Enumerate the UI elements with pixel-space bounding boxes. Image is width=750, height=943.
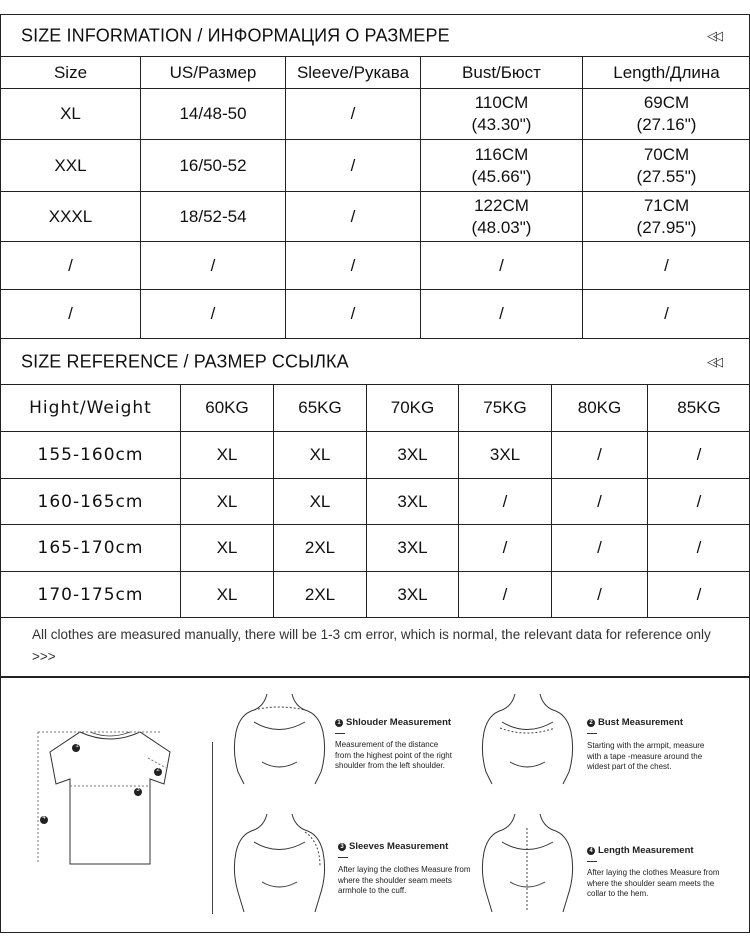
ref-cell: XL xyxy=(274,432,367,479)
length-cm: 71CM xyxy=(643,195,690,215)
tshirt-mark-4: 4 xyxy=(42,815,46,821)
tshirt-mark-1: 1 xyxy=(75,743,79,749)
ref-cell: 3XL xyxy=(367,479,459,525)
bust-measurement-desc: Starting with the armpit, measure with a tape -measure around the widest part of the chest. xyxy=(587,741,705,771)
ref-cell: / xyxy=(552,572,648,618)
header-bust: Bust/Бюст xyxy=(421,57,583,89)
height-label: 155-160cm xyxy=(1,432,181,479)
cell-bust: / xyxy=(421,290,583,339)
cell-length: / xyxy=(583,242,750,290)
dash xyxy=(335,733,345,734)
sleeves-figure xyxy=(232,812,327,917)
number-3-icon: 3 xyxy=(338,843,346,851)
tshirt-diagram xyxy=(30,724,190,874)
cell-us: 18/52-54 xyxy=(141,192,286,242)
table-row xyxy=(1,242,750,290)
dash xyxy=(587,861,597,862)
header-weight: 80KG xyxy=(552,385,648,432)
ref-cell: XL xyxy=(274,479,367,525)
ref-cell: / xyxy=(552,525,648,572)
size-information-header xyxy=(1,15,749,57)
length-cm: 69CM xyxy=(643,93,690,112)
number-4-icon: 4 xyxy=(587,847,595,855)
size-reference-table xyxy=(0,384,750,618)
length-figure xyxy=(480,812,575,917)
cell-length: / xyxy=(583,290,750,339)
length-measurement-title: 4 Length Measurement xyxy=(587,845,694,856)
ref-cell: / xyxy=(648,572,750,618)
cell-us: / xyxy=(141,242,286,290)
cell-size: XL xyxy=(1,89,141,140)
length-inch: (27.55") xyxy=(636,166,697,186)
bust-cm: 122CM xyxy=(474,195,529,215)
bust-inch: (43.30") xyxy=(471,115,532,134)
cell-sleeve: / xyxy=(286,140,421,192)
cell-size: XXXL xyxy=(1,192,141,242)
size-reference-title: SIZE REFERENCE / РАЗМЕР ССЫЛКА xyxy=(21,351,349,372)
size-information-table xyxy=(0,56,750,339)
ref-cell: 2XL xyxy=(274,525,367,572)
header-weight: 70KG xyxy=(367,385,459,432)
cell-us: / xyxy=(141,290,286,339)
header-weight: 65KG xyxy=(274,385,367,432)
cell-size: / xyxy=(1,242,141,290)
sleeves-measurement-desc: After laying the clothes Measure from where the shoulder seam meets armhole to the cuff. xyxy=(338,865,471,895)
header-length: Length/Длина xyxy=(583,57,750,89)
table-row xyxy=(1,89,750,140)
ref-cell: / xyxy=(459,479,552,525)
length-inch: (27.95") xyxy=(636,217,697,237)
cell-bust xyxy=(421,89,583,140)
ref-cell: 3XL xyxy=(367,572,459,618)
ref-cell: XL xyxy=(181,432,274,479)
cell-bust xyxy=(421,140,583,192)
table-row xyxy=(1,192,750,242)
header-weight: 85KG xyxy=(648,385,750,432)
header-weight: 75KG xyxy=(459,385,552,432)
table-row xyxy=(1,479,750,525)
number-1-icon: 1 xyxy=(335,719,343,727)
bust-cm: 110CM xyxy=(474,93,529,112)
table-row xyxy=(1,525,750,572)
cell-length xyxy=(583,89,750,140)
cell-us: 14/48-50 xyxy=(141,89,286,140)
divider xyxy=(212,742,213,914)
cell-bust: / xyxy=(421,242,583,290)
ref-cell: 3XL xyxy=(367,525,459,572)
table-row xyxy=(1,432,750,479)
length-inch: (27.16") xyxy=(636,115,697,134)
bust-cm: 116CM xyxy=(474,144,529,164)
dash xyxy=(587,733,597,734)
length-measurement-desc: After laying the clothes Measure from where the shoulder seam meets the collar to the hem. xyxy=(587,868,720,898)
cell-sleeve: / xyxy=(286,290,421,339)
sleeves-measurement-title: 3 Sleeves Measurement xyxy=(338,841,448,852)
height-label: 160-165cm xyxy=(1,479,181,525)
ref-cell: / xyxy=(552,432,648,479)
shoulder-measurement-desc: Measurement of the distance from the highest point of the right shoulder from the left shoulder. xyxy=(335,740,452,770)
cell-bust xyxy=(421,192,583,242)
cell-sleeve: / xyxy=(286,192,421,242)
bust-inch: (48.03") xyxy=(471,217,532,237)
cell-sleeve: / xyxy=(286,242,421,290)
measurement-note: All clothes are measured manually, there will be 1-3 cm error, which is normal, the relevant data for reference only >>> xyxy=(32,627,711,664)
number-2-icon: 2 xyxy=(587,719,595,727)
cell-us: 16/50-52 xyxy=(141,140,286,192)
bust-figure xyxy=(480,692,575,787)
table-row xyxy=(1,572,750,618)
ref-cell: 3XL xyxy=(459,432,552,479)
tshirt-mark-2: 2 xyxy=(156,767,160,773)
size-information-title: SIZE INFORMATION / ИНФОРМАЦИЯ О РАЗМЕРЕ xyxy=(21,25,450,46)
shoulder-measurement-title: 1 Shlouder Measurement xyxy=(335,717,451,728)
ref-cell: / xyxy=(648,432,750,479)
rewind-icon: ◁◁ xyxy=(707,28,719,43)
ref-cell: / xyxy=(459,525,552,572)
ref-cell: 2XL xyxy=(274,572,367,618)
cell-length xyxy=(583,140,750,192)
ref-cell: XL xyxy=(181,572,274,618)
ref-cell: 3XL xyxy=(367,432,459,479)
header-height-weight: Hight/Weight xyxy=(1,385,181,432)
table-row xyxy=(1,140,750,192)
cell-sleeve: / xyxy=(286,89,421,140)
header-weight: 60KG xyxy=(181,385,274,432)
dash xyxy=(338,857,348,858)
ref-cell: / xyxy=(552,479,648,525)
bust-measurement-title: 2 Bust Measurement xyxy=(587,717,683,728)
ref-cell: / xyxy=(459,572,552,618)
ref-cell: XL xyxy=(181,479,274,525)
rewind-icon: ◁◁ xyxy=(707,354,719,369)
cell-length xyxy=(583,192,750,242)
height-label: 170-175cm xyxy=(1,572,181,618)
length-cm: 70CM xyxy=(643,144,690,164)
header-us: US/Размер xyxy=(141,57,286,89)
ref-cell: XL xyxy=(181,525,274,572)
shoulder-figure xyxy=(232,692,327,787)
tshirt-mark-3: 3 xyxy=(136,787,140,793)
table-row xyxy=(1,290,750,339)
cell-size: XXL xyxy=(1,140,141,192)
height-label: 165-170cm xyxy=(1,525,181,572)
header-size: Size xyxy=(1,57,141,89)
bust-inch: (45.66") xyxy=(471,166,532,186)
size-reference-header xyxy=(1,339,749,385)
ref-cell: / xyxy=(648,479,750,525)
ref-cell: / xyxy=(648,525,750,572)
header-sleeve: Sleeve/Рукава xyxy=(286,57,421,89)
cell-size: / xyxy=(1,290,141,339)
